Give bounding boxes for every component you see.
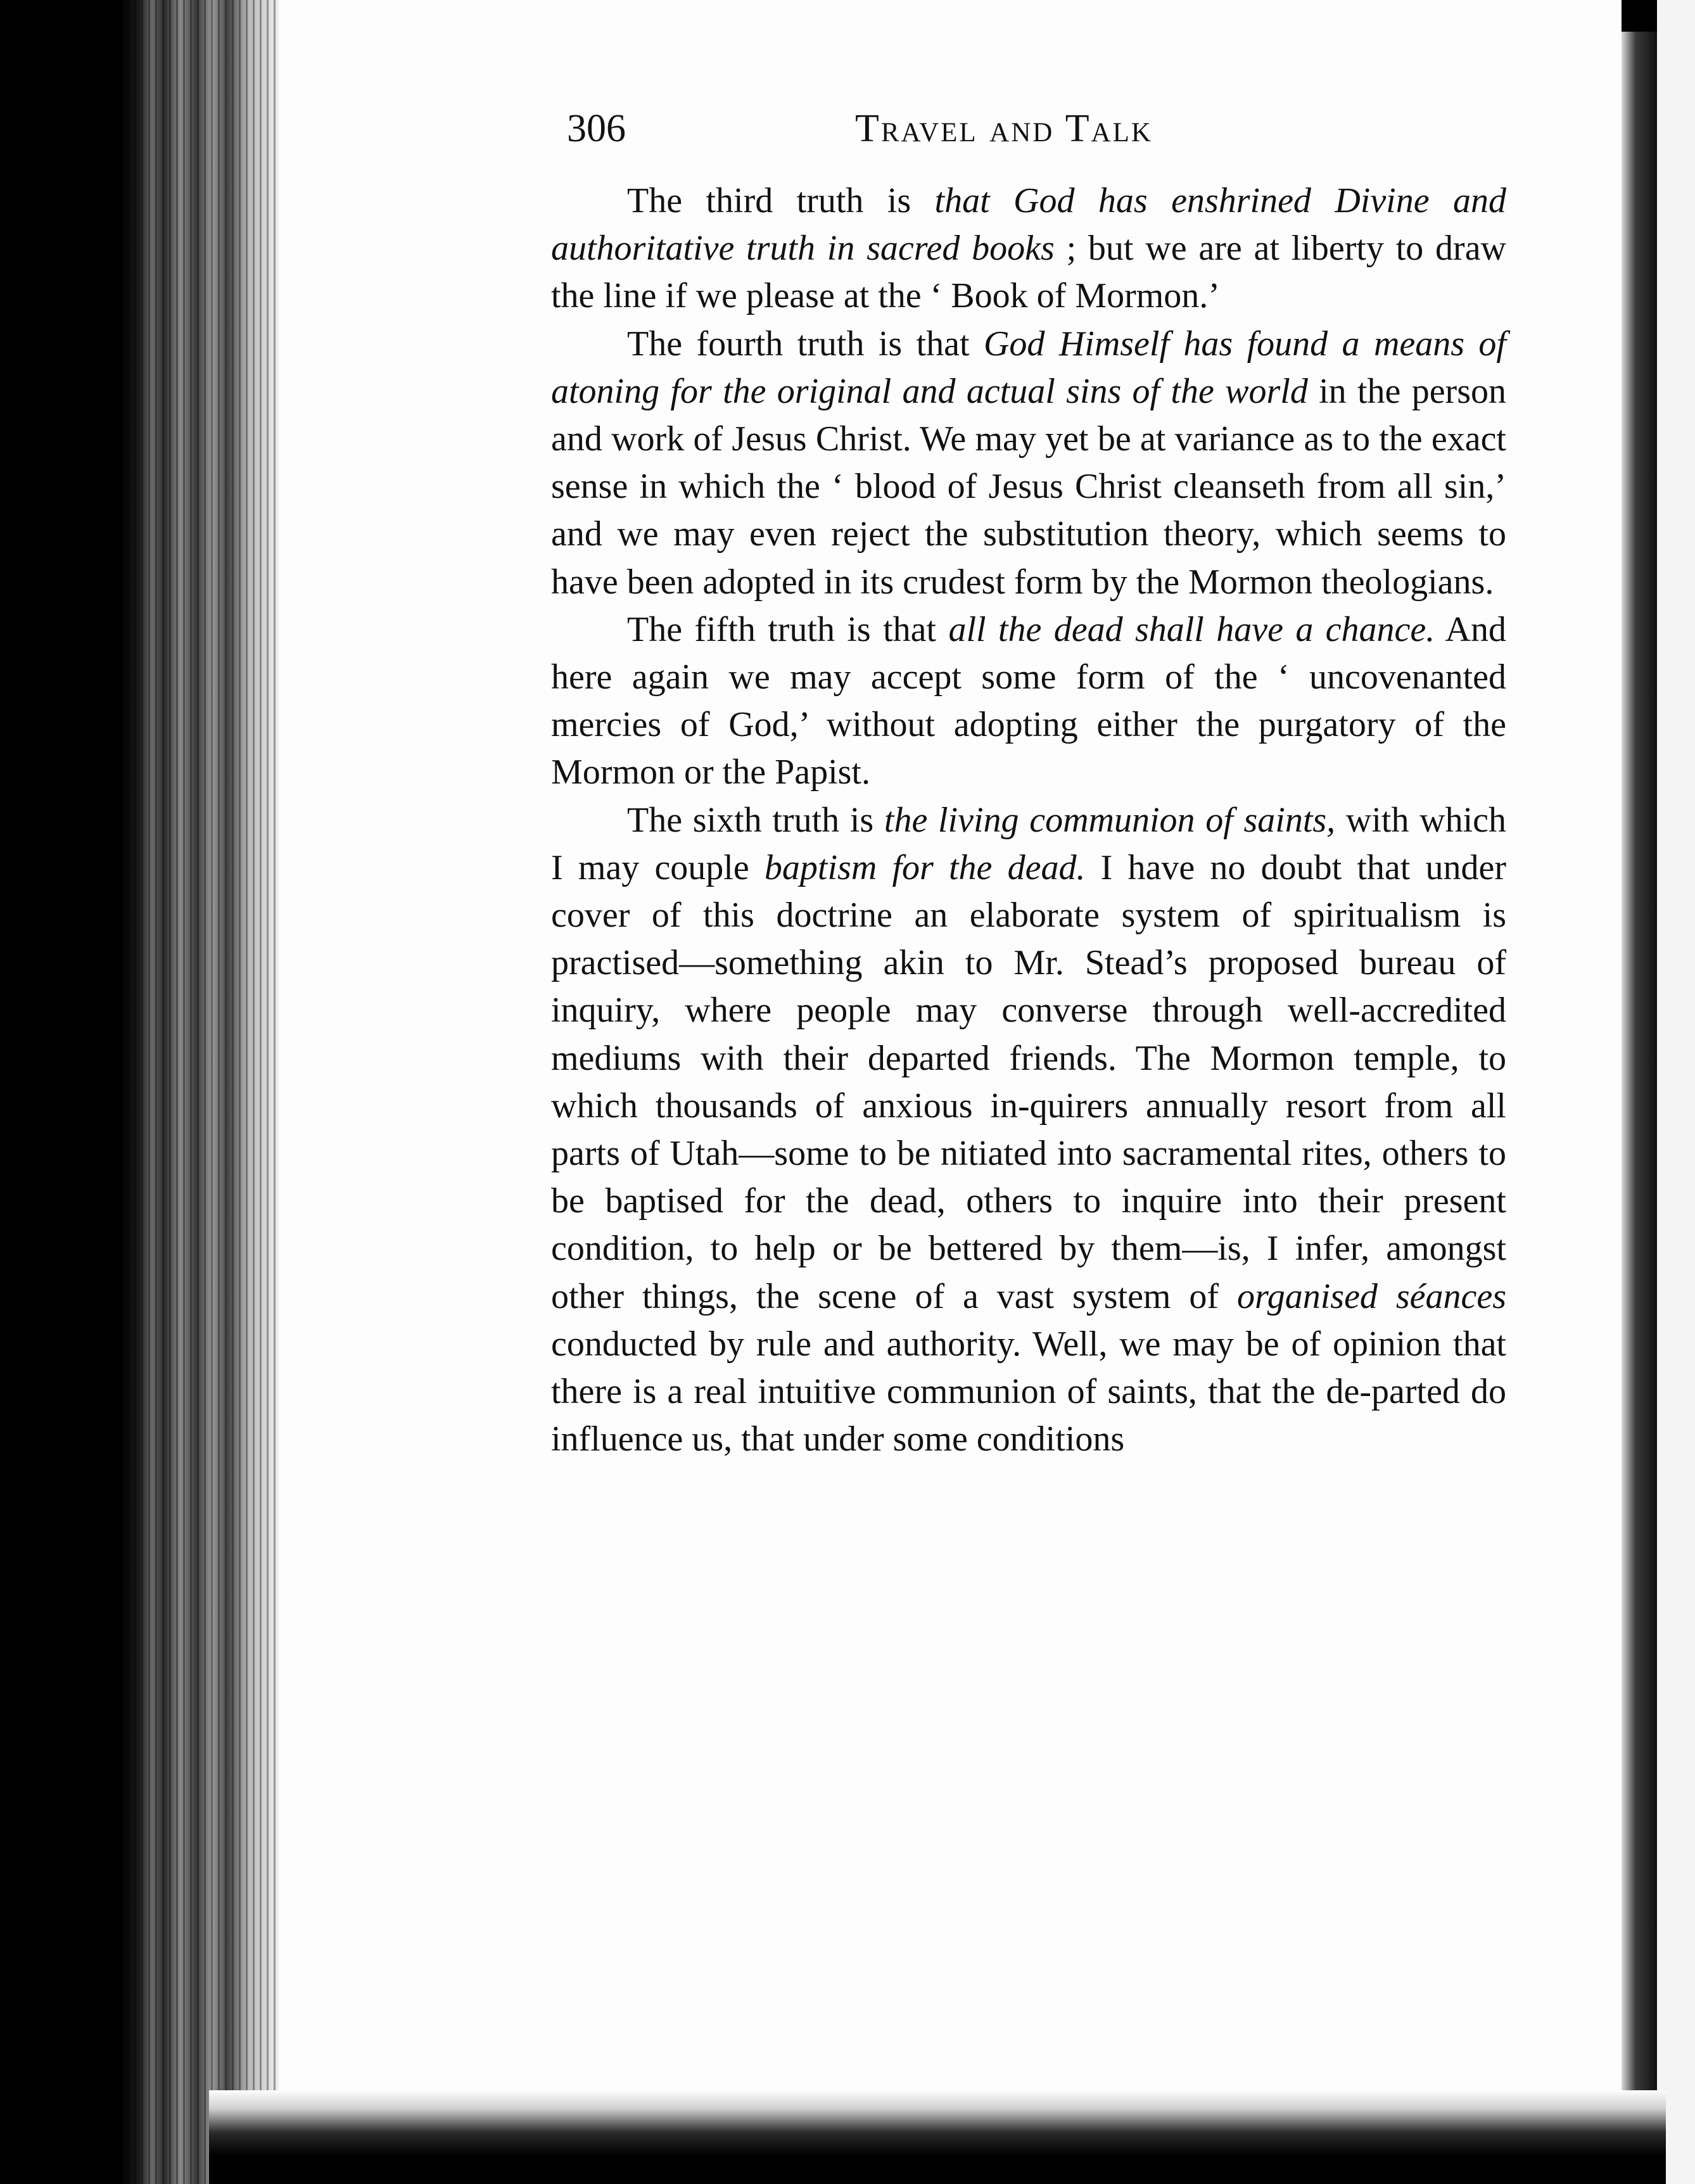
paragraph [551, 797, 1506, 1464]
text-run: And here again we may accept some form of the ‘ uncovenanted mercies of God,’ without adopting either the purgatory of the Mormon or the Papist. [551, 609, 1506, 792]
body-text [551, 177, 1506, 1463]
paragraph [551, 321, 1506, 606]
italic-text-run: the living communion of saints, [884, 800, 1336, 840]
text-run: I have no doubt that under cover of this doctrine an elaborate system of spiritualism is practised—something akin to Mr. Stead’s proposed bureau of inquiry, where people may converse through well-accredited mediums with their departed friends. The Mormon temple, to which thousands of anxious in-quirers annually resort from all parts of Utah—some to be nitiated into sacramental rites, others to be baptised for the dead, others to inquire into their present condition, to help or be bettered by them—is, I infer, amongst other things, the scene of a vast system of [551, 848, 1506, 1316]
text-run: in the person and work of Jesus Christ. We may yet be at variance as to the exact sense in which the ‘ blood of Jesus Christ cleanseth from all sin,’ and we may even reject the substitution theory, which seems to have been adopted in its crudest form by the Mormon theologians. [551, 371, 1506, 602]
italic-text-run: all the dead shall have a chance. [948, 609, 1435, 649]
text-run: The fifth truth is that [627, 609, 949, 649]
paragraph [551, 177, 1506, 321]
paragraph [551, 606, 1506, 797]
italic-text-run: baptism for the dead. [764, 848, 1086, 887]
text-run: The sixth truth is [627, 800, 884, 840]
text-run: with which I may couple [551, 800, 1506, 887]
italic-text-run: organised séances [1237, 1276, 1506, 1316]
text-run: The third truth is [627, 181, 935, 220]
book-gutter [1622, 32, 1657, 2147]
text-run: conducted by rule and authority. Well, we may be of opinion that there is a real intuitive communion of saints, that the de-parted do influence us, that under some conditions [551, 1324, 1506, 1459]
running-head: Travel and Talk [855, 107, 1153, 150]
book-page-edges [120, 0, 279, 2184]
italic-text-run: God Himself has found a means of atoning for the original and actual sins of the world [551, 324, 1506, 411]
text-run: ; but we are at liberty to draw the line if we please at the ‘ Book of Mormon.’ [551, 229, 1506, 316]
page-number: 306 [567, 107, 626, 150]
text-run: The fourth truth is that [627, 324, 984, 364]
italic-text-run: that God has enshrined Divine and authoritative truth in sacred books [551, 181, 1506, 269]
page-header [567, 106, 1226, 157]
facing-page-edge [1657, 0, 1695, 2184]
book-bottom-edge [209, 2090, 1666, 2184]
